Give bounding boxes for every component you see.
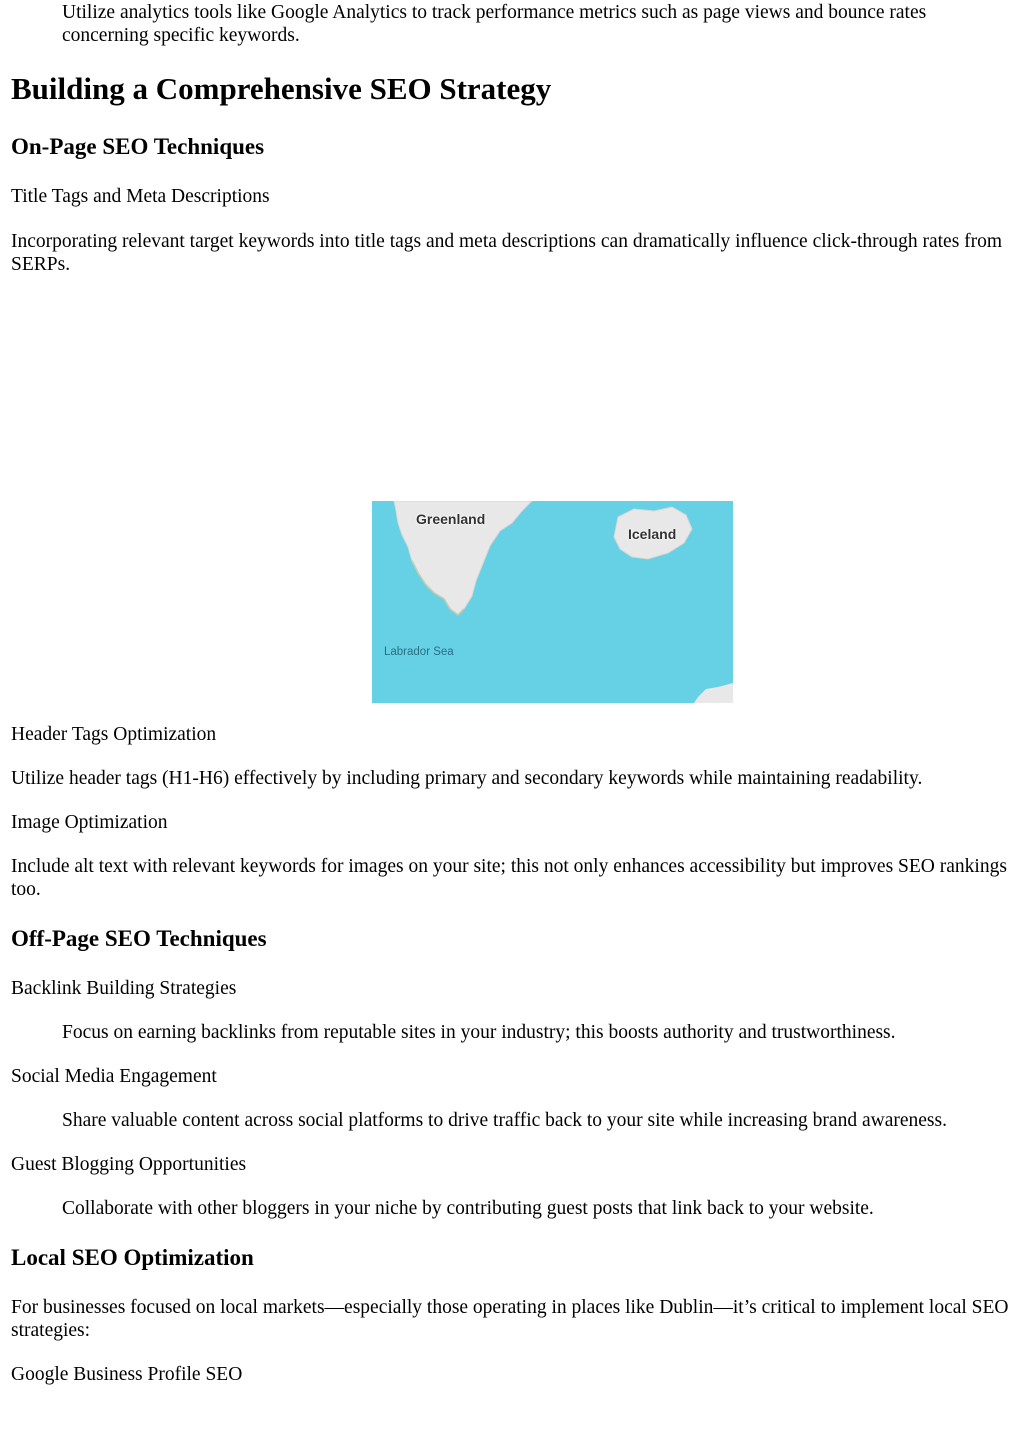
subheading-header-tags: Header Tags Optimization (11, 724, 217, 745)
guest-paragraph: Collaborate with other bloggers in your niche by contributing guest posts that link back to your website. (62, 1198, 874, 1219)
subheading-social: Social Media Engagement (11, 1066, 217, 1087)
analytics-paragraph: Utilize analytics tools like Google Analytics to track performance metrics such as page views and bounce rates concerning specific keywords. (62, 2, 927, 46)
heading-main: Building a Comprehensive SEO Strategy (11, 71, 552, 106)
heading-off-page: Off-Page SEO Techniques (11, 926, 267, 951)
subheading-guest: Guest Blogging Opportunities (11, 1154, 247, 1175)
heading-local: Local SEO Optimization (11, 1245, 254, 1270)
image-optimization-paragraph: Include alt text with relevant keywords for images on your site; this not only enhances accessibility but improves SEO rankings too. (11, 856, 1007, 900)
subheading-google-business-profile: Google Business Profile SEO (11, 1364, 243, 1385)
subheading-backlink: Backlink Building Strategies (11, 978, 237, 999)
map-label-iceland: Iceland (628, 526, 677, 542)
header-tags-paragraph: Utilize header tags (H1-H6) effectively by including primary and secondary keywords while maintaining readability. (11, 768, 923, 789)
subheading-image-optimization: Image Optimization (11, 812, 168, 833)
title-tags-paragraph: Incorporating relevant target keywords into title tags and meta descriptions can dramatically influence click-through rates from SERPs. (11, 231, 1003, 275)
subheading-title-tags: Title Tags and Meta Descriptions (11, 186, 270, 207)
social-paragraph: Share valuable content across social platforms to drive traffic back to your site while increasing brand awareness. (62, 1110, 947, 1131)
backlink-paragraph: Focus on earning backlinks from reputable sites in your industry; this boosts authority and trustworthiness. (62, 1022, 896, 1043)
map-label-labrador-sea: Labrador Sea (384, 646, 454, 658)
heading-on-page: On-Page SEO Techniques (11, 134, 265, 159)
map-graphic (372, 501, 733, 703)
bottom-right-land (694, 683, 733, 703)
map-image (372, 501, 733, 703)
map-label-greenland: Greenland (416, 511, 486, 527)
local-paragraph: For businesses focused on local markets—especially those operating in places like Dublin—it’s critical to implement local SEO strategies: (11, 1297, 1009, 1341)
